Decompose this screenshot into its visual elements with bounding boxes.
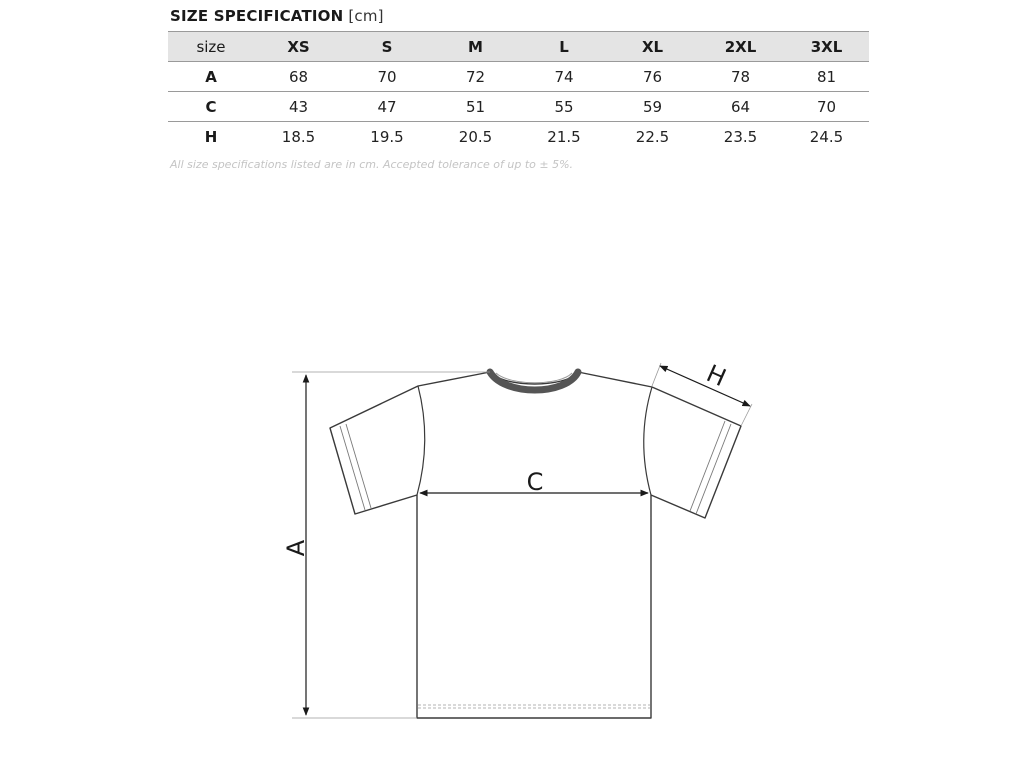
table-cell: 76	[642, 67, 663, 86]
dimension-h-ext-right	[741, 404, 752, 426]
table-header-size: 3XL	[810, 37, 843, 56]
dimension-a-label: A	[282, 539, 310, 557]
dimension-h-label: H	[702, 359, 731, 393]
collar	[490, 372, 578, 390]
table-cell: 22.5	[635, 127, 670, 146]
table-cell: 74	[554, 67, 574, 86]
table-cell: 70	[816, 97, 837, 116]
tolerance-note: All size specifications listed are in cm. Accepted tolerance of up to ± 5%.	[170, 158, 574, 171]
table-cell: 20.5	[458, 127, 493, 146]
table-cell: 47	[377, 97, 397, 116]
table-header-size: 2XL	[724, 37, 757, 56]
spec-title-unit: [cm]	[348, 7, 384, 25]
dimension-c-label: C	[526, 468, 544, 496]
table-cell: 70	[377, 67, 397, 86]
table-cell: 23.5	[723, 127, 758, 146]
table-row-measure: C	[205, 97, 217, 116]
table-header-size: M	[468, 37, 483, 56]
table-cell: 81	[816, 67, 837, 86]
table-cell: 18.5	[281, 127, 316, 146]
tshirt-outline	[330, 372, 741, 718]
table-header-size: XS	[287, 37, 310, 56]
table-corner-label: size	[196, 37, 226, 56]
table-row-measure: A	[205, 67, 217, 86]
table-row-measure: H	[204, 127, 218, 146]
table-cell: 59	[642, 97, 663, 116]
dimension-h-ext-left	[652, 363, 661, 386]
table-header-size: L	[559, 37, 569, 56]
spec-title-main: SIZE SPECIFICATION	[170, 7, 344, 25]
table-cell: 64	[730, 97, 751, 116]
table-cell: 55	[554, 97, 574, 116]
table-cell: 68	[288, 67, 309, 86]
table-cell: 21.5	[547, 127, 581, 146]
table-cell: 24.5	[809, 127, 844, 146]
table-cell: 51	[465, 97, 486, 116]
table-header-size: XL	[641, 37, 664, 56]
table-cell: 78	[730, 67, 751, 86]
table-cell: 43	[288, 97, 309, 116]
table-cell: 72	[465, 67, 486, 86]
table-cell: 19.5	[370, 127, 404, 146]
table-header-size: S	[381, 37, 393, 56]
